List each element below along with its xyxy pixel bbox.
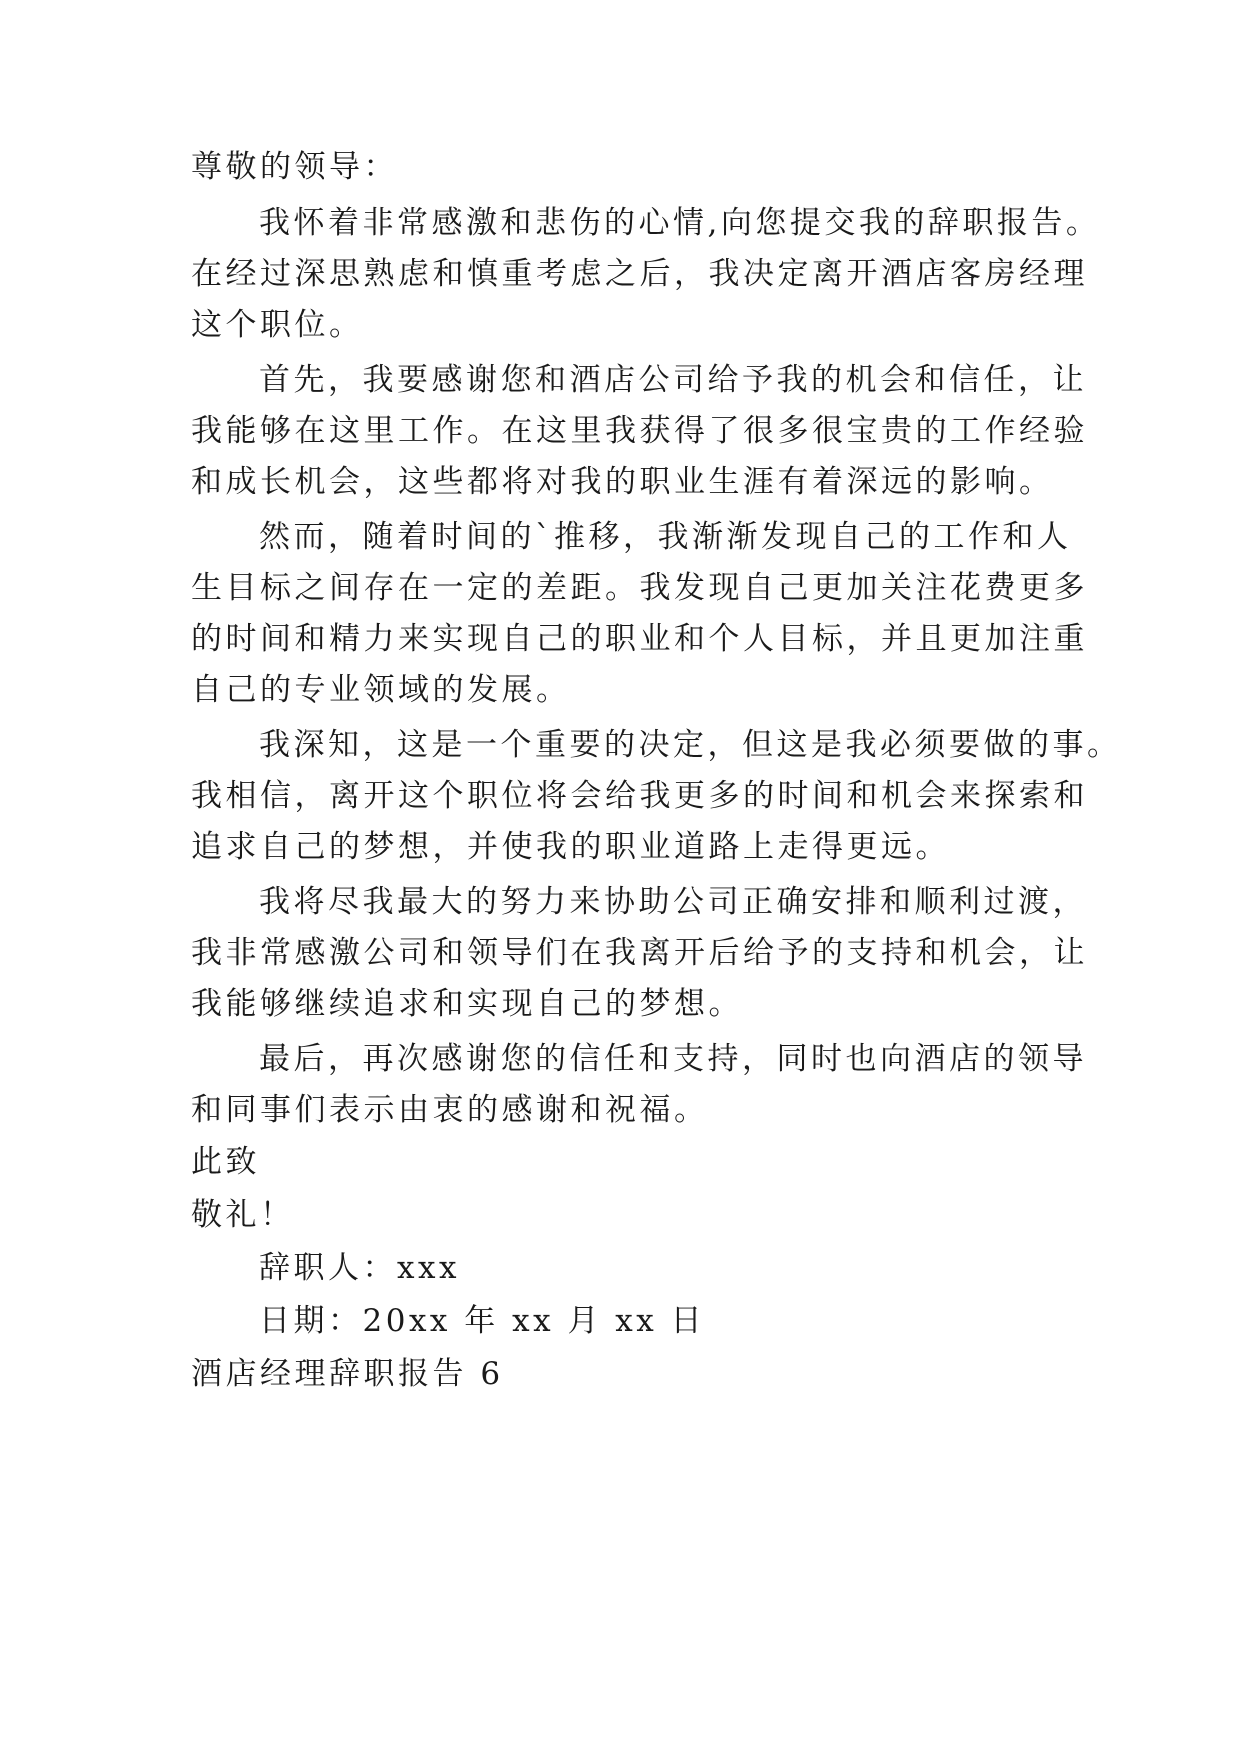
paragraph-line: 我能够继续追求和实现自己的梦想。 — [191, 986, 743, 1022]
paragraph-line: 然而，随着时间的`推移，我渐渐发现自己的工作和人 — [259, 519, 1072, 555]
paragraph-line: 的时间和精力来实现自己的职业和个人目标，并且更加注重 — [191, 621, 1088, 657]
paragraph-line: 我将尽我最大的努力来协助公司正确安排和顺利过渡， — [259, 884, 1087, 920]
paragraph-line: 追求自己的梦想，并使我的职业道路上走得更远。 — [191, 829, 950, 865]
section-title: 酒店经理辞职报告 6 — [191, 1356, 504, 1392]
paragraph-line: 这个职位。 — [191, 307, 364, 343]
paragraph-line: 首先，我要感谢您和酒店公司给予我的机会和信任，让 — [259, 362, 1087, 398]
paragraph-line: 和成长机会，这些都将对我的职业生涯有着深远的影响。 — [191, 464, 1054, 500]
paragraph-line: 我怀着非常感激和悲伤的心情,向您提交我的辞职报告。 — [259, 205, 1101, 241]
signature-resigner: 辞职人：xxx — [259, 1250, 460, 1286]
closing-line: 此致 — [191, 1144, 260, 1180]
paragraph-line: 自己的专业领域的发展。 — [191, 672, 571, 708]
paragraph-line: 我非常感激公司和领导们在我离开后给予的支持和机会，让 — [191, 935, 1088, 971]
paragraph-line: 生目标之间存在一定的差距。我发现自己更加关注花费更多 — [191, 570, 1088, 606]
paragraph-line: 我相信，离开这个职位将会给我更多的时间和机会来探索和 — [191, 778, 1088, 814]
paragraph-line: 我能够在这里工作。在这里我获得了很多很宝贵的工作经验 — [191, 413, 1088, 449]
signature-date: 日期：20xx 年 xx 月 xx 日 — [259, 1303, 706, 1339]
paragraph-line: 在经过深思熟虑和慎重考虑之后，我决定离开酒店客房经理 — [191, 256, 1088, 292]
paragraph-line: 我深知，这是一个重要的决定，但这是我必须要做的事。 — [259, 727, 1122, 763]
closing-line: 敬礼！ — [191, 1197, 295, 1233]
paragraph-line: 和同事们表示由衷的感谢和祝福。 — [191, 1092, 709, 1128]
salutation: 尊敬的领导： — [191, 149, 398, 185]
paragraph-line: 最后，再次感谢您的信任和支持，同时也向酒店的领导 — [259, 1041, 1087, 1077]
